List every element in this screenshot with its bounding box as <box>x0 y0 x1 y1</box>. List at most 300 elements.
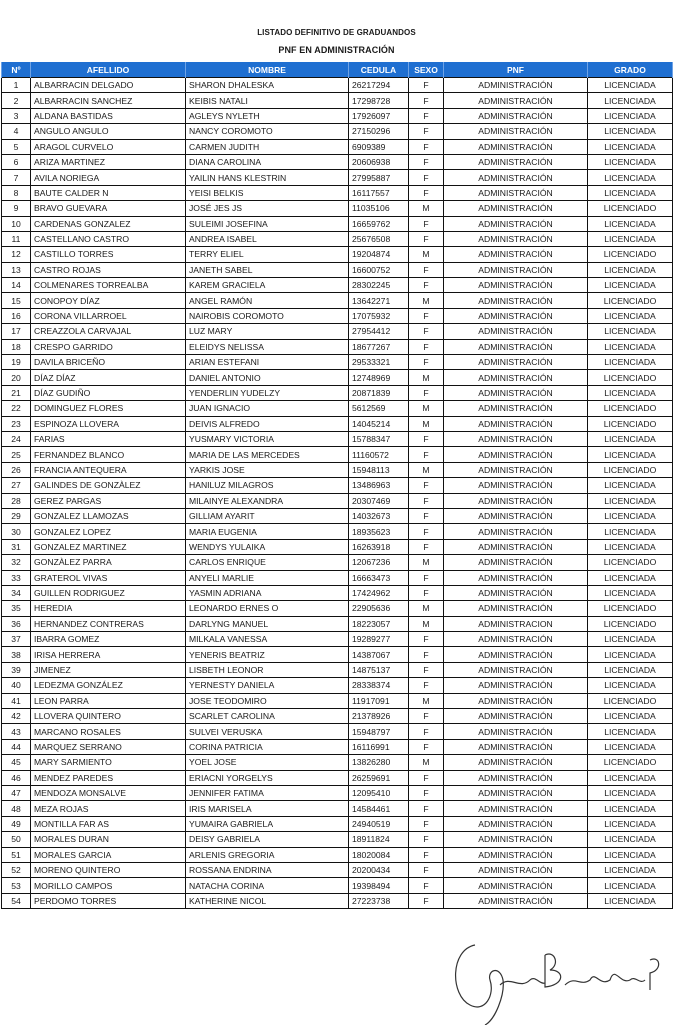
cell-number: 13 <box>2 262 31 277</box>
table-body <box>2 78 673 909</box>
cell-apellido: AVILA NORIEGA <box>31 170 186 185</box>
cell-cedula: 16116991 <box>349 739 409 754</box>
cell-sexo: F <box>409 278 444 293</box>
cell-nombre: DANIEL ANTONIO <box>186 370 349 385</box>
cell-grado: LICENCIADA <box>588 862 673 877</box>
table-row <box>2 431 673 446</box>
table-row <box>2 616 673 631</box>
cell-nombre: CARLOS ENRIQUE <box>186 555 349 570</box>
table-row <box>2 247 673 262</box>
table-row <box>2 878 673 893</box>
cell-cedula: 11917091 <box>349 693 409 708</box>
table-row <box>2 216 673 231</box>
signature <box>445 925 670 1025</box>
cell-pnf: ADMINISTRACIÓN <box>444 785 588 800</box>
cell-sexo: F <box>409 785 444 800</box>
table-row <box>2 154 673 169</box>
cell-apellido: ALBARRACIN SANCHEZ <box>31 93 186 108</box>
cell-sexo: F <box>409 801 444 816</box>
cell-grado: LICENCIADA <box>588 308 673 323</box>
table-row <box>2 724 673 739</box>
table-row <box>2 862 673 877</box>
cell-apellido: CASTILLO TORRES <box>31 247 186 262</box>
cell-pnf: ADMINISTRACIÓN <box>444 647 588 662</box>
cell-cedula: 11035106 <box>349 201 409 216</box>
cell-nombre: NANCY COROMOTO <box>186 124 349 139</box>
table-row <box>2 755 673 770</box>
cell-sexo: F <box>409 308 444 323</box>
cell-sexo: F <box>409 893 444 908</box>
cell-number: 32 <box>2 555 31 570</box>
cell-cedula: 28338374 <box>349 678 409 693</box>
cell-sexo: F <box>409 447 444 462</box>
cell-number: 4 <box>2 124 31 139</box>
cell-apellido: GUILLEN RODRIGUEZ <box>31 585 186 600</box>
cell-apellido: ARIZA MARTINEZ <box>31 154 186 169</box>
cell-apellido: MARQUEZ SERRANO <box>31 739 186 754</box>
cell-apellido: HEREDIA <box>31 601 186 616</box>
cell-apellido: GONZALEZ LOPEZ <box>31 524 186 539</box>
table-row <box>2 801 673 816</box>
cell-grado: LICENCIADA <box>588 801 673 816</box>
cell-nombre: AGLEYS NYLETH <box>186 108 349 123</box>
cell-grado: LICENCIADO <box>588 616 673 631</box>
cell-pnf: ADMINISTRACIÓN <box>444 447 588 462</box>
cell-apellido: GONZALEZ MARTINEZ <box>31 539 186 554</box>
cell-grado: LICENCIADA <box>588 678 673 693</box>
cell-grado: LICENCIADA <box>588 139 673 154</box>
cell-cedula: 26217294 <box>349 78 409 93</box>
cell-apellido: IRISA HERRERA <box>31 647 186 662</box>
cell-pnf: ADMINISTRACIÓN <box>444 385 588 400</box>
cell-cedula: 16600752 <box>349 262 409 277</box>
cell-apellido: BAUTE CALDER N <box>31 185 186 200</box>
cell-number: 26 <box>2 462 31 477</box>
table-row <box>2 770 673 785</box>
cell-apellido: LEDEZMA GONZÁLEZ <box>31 678 186 693</box>
cell-sexo: M <box>409 293 444 308</box>
cell-cedula: 20307469 <box>349 493 409 508</box>
table-row <box>2 370 673 385</box>
cell-pnf: ADMINISTRACIÓN <box>444 601 588 616</box>
cell-pnf: ADMINISTRACIÓN <box>444 585 588 600</box>
cell-apellido: CASTELLANO CASTRO <box>31 231 186 246</box>
cell-cedula: 6909389 <box>349 139 409 154</box>
cell-grado: LICENCIADA <box>588 847 673 862</box>
cell-number: 41 <box>2 693 31 708</box>
cell-sexo: F <box>409 385 444 400</box>
cell-pnf: ADMINISTRACIÓN <box>444 678 588 693</box>
cell-number: 50 <box>2 832 31 847</box>
cell-cedula: 12748969 <box>349 370 409 385</box>
cell-pnf: ADMINISTRACIÓN <box>444 416 588 431</box>
cell-grado: LICENCIADA <box>588 539 673 554</box>
cell-grado: LICENCIADA <box>588 431 673 446</box>
cell-nombre: ELEIDYS NELISSA <box>186 339 349 354</box>
cell-pnf: ADMINISTRACIÓN <box>444 878 588 893</box>
cell-apellido: CREAZZOLA CARVAJAL <box>31 324 186 339</box>
cell-pnf: ADMINISTRACIÓN <box>444 324 588 339</box>
table-row <box>2 662 673 677</box>
cell-nombre: YERNESTY DANIELA <box>186 678 349 693</box>
cell-sexo: M <box>409 555 444 570</box>
table-row <box>2 262 673 277</box>
cell-grado: LICENCIADA <box>588 216 673 231</box>
cell-number: 22 <box>2 401 31 416</box>
cell-apellido: GONZALEZ LLAMOZAS <box>31 508 186 523</box>
table-row <box>2 401 673 416</box>
header-number: Nº <box>2 62 31 78</box>
cell-number: 5 <box>2 139 31 154</box>
cell-pnf: ADMINISTRACIÓN <box>444 555 588 570</box>
cell-pnf: ADMINISTRACIÓN <box>444 216 588 231</box>
cell-grado: LICENCIADA <box>588 739 673 754</box>
cell-apellido: BRAVO GUEVARA <box>31 201 186 216</box>
cell-cedula: 18020084 <box>349 847 409 862</box>
cell-sexo: F <box>409 632 444 647</box>
cell-grado: LICENCIADO <box>588 370 673 385</box>
cell-apellido: CASTRO ROJAS <box>31 262 186 277</box>
cell-cedula: 20606938 <box>349 154 409 169</box>
cell-apellido: MENDEZ PAREDES <box>31 770 186 785</box>
cell-apellido: GRATEROL VIVAS <box>31 570 186 585</box>
cell-pnf: ADMINISTRACIÓN <box>444 201 588 216</box>
cell-cedula: 19289277 <box>349 632 409 647</box>
table-row <box>2 693 673 708</box>
table-row <box>2 632 673 647</box>
cell-cedula: 5612569 <box>349 401 409 416</box>
table-row <box>2 139 673 154</box>
cell-apellido: CONOPOY DÍAZ <box>31 293 186 308</box>
cell-grado: LICENCIADA <box>588 154 673 169</box>
cell-sexo: F <box>409 339 444 354</box>
cell-number: 39 <box>2 662 31 677</box>
cell-nombre: TERRY ELIEL <box>186 247 349 262</box>
cell-cedula: 14387067 <box>349 647 409 662</box>
cell-pnf: ADMINISTRACIÓN <box>444 124 588 139</box>
cell-sexo: F <box>409 355 444 370</box>
cell-pnf: ADMINISTRACIÓN <box>444 431 588 446</box>
cell-grado: LICENCIADA <box>588 324 673 339</box>
header-nombre: NOMBRE <box>186 62 349 78</box>
cell-number: 27 <box>2 478 31 493</box>
cell-sexo: F <box>409 647 444 662</box>
cell-number: 7 <box>2 170 31 185</box>
cell-apellido: GALINDES DE GONZÀLEZ <box>31 478 186 493</box>
cell-sexo: M <box>409 201 444 216</box>
cell-sexo: F <box>409 539 444 554</box>
cell-nombre: IRIS MARISELA <box>186 801 349 816</box>
header-cedula: CEDULA <box>349 62 409 78</box>
cell-cedula: 18223057 <box>349 616 409 631</box>
table-row <box>2 585 673 600</box>
cell-number: 6 <box>2 154 31 169</box>
table-row <box>2 555 673 570</box>
table-row <box>2 462 673 477</box>
cell-pnf: ADMINISTRACIÓN <box>444 262 588 277</box>
cell-cedula: 18911824 <box>349 832 409 847</box>
cell-number: 24 <box>2 431 31 446</box>
cell-cedula: 20200434 <box>349 862 409 877</box>
cell-number: 53 <box>2 878 31 893</box>
cell-number: 49 <box>2 816 31 831</box>
cell-cedula: 12095410 <box>349 785 409 800</box>
cell-cedula: 18935623 <box>349 524 409 539</box>
cell-grado: LICENCIADA <box>588 770 673 785</box>
cell-apellido: CRESPO GARRIDO <box>31 339 186 354</box>
cell-grado: LICENCIADA <box>588 231 673 246</box>
cell-pnf: ADMINISTRACIÓN <box>444 401 588 416</box>
cell-nombre: HANILUZ MILAGROS <box>186 478 349 493</box>
cell-pnf: ADMINISTRACIÓN <box>444 693 588 708</box>
cell-nombre: GILLIAM AYARIT <box>186 508 349 523</box>
cell-nombre: SULVEI VERUSKA <box>186 724 349 739</box>
cell-apellido: GEREZ PARGAS <box>31 493 186 508</box>
cell-apellido: ALBARRACIN DELGADO <box>31 78 186 93</box>
cell-apellido: DOMINGUEZ FLORES <box>31 401 186 416</box>
cell-number: 52 <box>2 862 31 877</box>
cell-cedula: 15948113 <box>349 462 409 477</box>
cell-sexo: F <box>409 124 444 139</box>
cell-nombre: NATACHA CORINA <box>186 878 349 893</box>
cell-apellido: MORILLO CAMPOS <box>31 878 186 893</box>
cell-pnf: ADMINISTRACIÓN <box>444 770 588 785</box>
cell-grado: LICENCIADO <box>588 755 673 770</box>
cell-apellido: DÍAZ GUDIÑO <box>31 385 186 400</box>
cell-number: 33 <box>2 570 31 585</box>
cell-cedula: 19204874 <box>349 247 409 262</box>
cell-cedula: 16659762 <box>349 216 409 231</box>
header-pnf: PNF <box>444 62 588 78</box>
cell-pnf: ADMINISTRACIÓN <box>444 93 588 108</box>
cell-cedula: 17075932 <box>349 308 409 323</box>
cell-nombre: SHARON DHALESKA <box>186 78 349 93</box>
cell-cedula: 13486963 <box>349 478 409 493</box>
cell-cedula: 18677267 <box>349 339 409 354</box>
cell-nombre: YARKIS JOSE <box>186 462 349 477</box>
cell-sexo: F <box>409 847 444 862</box>
cell-number: 12 <box>2 247 31 262</box>
cell-cedula: 25676508 <box>349 231 409 246</box>
cell-grado: LICENCIADA <box>588 493 673 508</box>
cell-cedula: 14045214 <box>349 416 409 431</box>
cell-pnf: ADMINISTRACIÓN <box>444 139 588 154</box>
cell-sexo: F <box>409 508 444 523</box>
cell-sexo: F <box>409 78 444 93</box>
cell-pnf: ADMINISTRACIÓN <box>444 662 588 677</box>
cell-pnf: ADMINISTRACION <box>444 616 588 631</box>
cell-cedula: 19398494 <box>349 878 409 893</box>
table-row <box>2 478 673 493</box>
table-row <box>2 278 673 293</box>
cell-apellido: FARIAS <box>31 431 186 446</box>
cell-number: 51 <box>2 847 31 862</box>
table-row <box>2 124 673 139</box>
cell-number: 46 <box>2 770 31 785</box>
cell-cedula: 26259691 <box>349 770 409 785</box>
cell-sexo: M <box>409 247 444 262</box>
cell-pnf: ADMINISTRACIÓN <box>444 247 588 262</box>
cell-nombre: NAIROBIS COROMOTO <box>186 308 349 323</box>
header-apellido: AFELLIDO <box>31 62 186 78</box>
cell-number: 54 <box>2 893 31 908</box>
table-row <box>2 832 673 847</box>
cell-nombre: JOSE TEODOMIRO <box>186 693 349 708</box>
cell-number: 2 <box>2 93 31 108</box>
cell-grado: LICENCIADO <box>588 462 673 477</box>
cell-apellido: LEON PARRA <box>31 693 186 708</box>
cell-grado: LICENCIADA <box>588 662 673 677</box>
cell-nombre: ANGEL RAMÓN <box>186 293 349 308</box>
header-grado: GRADO <box>588 62 673 78</box>
cell-cedula: 16263918 <box>349 539 409 554</box>
cell-pnf: ADMINISTRACIÓN <box>444 308 588 323</box>
cell-grado: LICENCIADA <box>588 632 673 647</box>
cell-sexo: F <box>409 832 444 847</box>
cell-cedula: 13826280 <box>349 755 409 770</box>
cell-sexo: M <box>409 401 444 416</box>
cell-grado: LICENCIADO <box>588 401 673 416</box>
cell-grado: LICENCIADA <box>588 185 673 200</box>
cell-grado: LICENCIADA <box>588 478 673 493</box>
cell-number: 18 <box>2 339 31 354</box>
cell-grado: LICENCIADA <box>588 355 673 370</box>
cell-sexo: F <box>409 724 444 739</box>
cell-sexo: F <box>409 185 444 200</box>
cell-grado: LICENCIADA <box>588 78 673 93</box>
cell-apellido: IBARRA GOMEZ <box>31 632 186 647</box>
cell-grado: LICENCIADA <box>588 785 673 800</box>
cell-number: 36 <box>2 616 31 631</box>
cell-number: 45 <box>2 755 31 770</box>
cell-pnf: ADMINISTRACIÓN <box>444 755 588 770</box>
cell-grado: LICENCIADA <box>588 108 673 123</box>
cell-nombre: YEISI BELKIS <box>186 185 349 200</box>
cell-nombre: JUAN IGNACIO <box>186 401 349 416</box>
cell-grado: LICENCIADA <box>588 893 673 908</box>
cell-number: 19 <box>2 355 31 370</box>
cell-nombre: CORINA PATRICIA <box>186 739 349 754</box>
table-row <box>2 108 673 123</box>
cell-number: 3 <box>2 108 31 123</box>
cell-nombre: SULEIMI JOSEFINA <box>186 216 349 231</box>
cell-nombre: ARLENIS GREGORIA <box>186 847 349 862</box>
cell-sexo: M <box>409 601 444 616</box>
cell-nombre: KATHERINE NICOL <box>186 893 349 908</box>
cell-number: 11 <box>2 231 31 246</box>
cell-number: 30 <box>2 524 31 539</box>
cell-apellido: CARDENAS GONZALEZ <box>31 216 186 231</box>
graduates-table <box>1 62 673 909</box>
cell-number: 23 <box>2 416 31 431</box>
cell-sexo: F <box>409 739 444 754</box>
table-row <box>2 493 673 508</box>
table-row <box>2 293 673 308</box>
cell-nombre: YUSMARY VICTORIA <box>186 431 349 446</box>
cell-cedula: 16663473 <box>349 570 409 585</box>
cell-apellido: FRANCIA ANTEQUERA <box>31 462 186 477</box>
cell-sexo: F <box>409 478 444 493</box>
cell-grado: LICENCIADO <box>588 693 673 708</box>
cell-sexo: F <box>409 216 444 231</box>
cell-cedula: 14875137 <box>349 662 409 677</box>
cell-grado: LICENCIADA <box>588 170 673 185</box>
table-row <box>2 385 673 400</box>
cell-number: 20 <box>2 370 31 385</box>
cell-nombre: ANYELI MARLIE <box>186 570 349 585</box>
table-row <box>2 324 673 339</box>
table-row <box>2 508 673 523</box>
cell-nombre: JANETH SABEL <box>186 262 349 277</box>
cell-number: 35 <box>2 601 31 616</box>
table-row <box>2 785 673 800</box>
cell-sexo: F <box>409 524 444 539</box>
cell-grado: LICENCIADA <box>588 647 673 662</box>
cell-apellido: JIMENEZ <box>31 662 186 677</box>
cell-nombre: YAILIN HANS KLESTRIN <box>186 170 349 185</box>
table-row <box>2 647 673 662</box>
cell-pnf: ADMINISTRACIÓN <box>444 524 588 539</box>
cell-number: 31 <box>2 539 31 554</box>
table-row <box>2 539 673 554</box>
cell-pnf: ADMINISTRACIÓN <box>444 478 588 493</box>
cell-nombre: ERIACNI YORGELYS <box>186 770 349 785</box>
cell-grado: LICENCIADA <box>588 508 673 523</box>
cell-pnf: ADMINISTRACIÓN <box>444 539 588 554</box>
cell-nombre: SCARLET CAROLINA <box>186 709 349 724</box>
cell-number: 29 <box>2 508 31 523</box>
cell-pnf: ADMINISTRACIÓN <box>444 231 588 246</box>
cell-pnf: ADMINISTRACIÓN <box>444 739 588 754</box>
cell-nombre: MILKALA VANESSA <box>186 632 349 647</box>
cell-nombre: DEIVIS ALFREDO <box>186 416 349 431</box>
cell-pnf: ADMINISTRACIÓN <box>444 278 588 293</box>
table-row <box>2 570 673 585</box>
cell-cedula: 20871839 <box>349 385 409 400</box>
cell-cedula: 27995887 <box>349 170 409 185</box>
cell-sexo: M <box>409 416 444 431</box>
cell-cedula: 29533321 <box>349 355 409 370</box>
cell-number: 43 <box>2 724 31 739</box>
cell-pnf: ADMINISTRACIÓN <box>444 570 588 585</box>
cell-grado: LICENCIADO <box>588 247 673 262</box>
cell-apellido: DAVILA BRICEÑO <box>31 355 186 370</box>
table-row <box>2 709 673 724</box>
cell-number: 17 <box>2 324 31 339</box>
cell-apellido: HERNANDEZ CONTRERAS <box>31 616 186 631</box>
cell-sexo: M <box>409 616 444 631</box>
cell-nombre: LISBETH LEONOR <box>186 662 349 677</box>
header-sexo: SEXO <box>409 62 444 78</box>
cell-cedula: 27223738 <box>349 893 409 908</box>
table-row <box>2 170 673 185</box>
cell-sexo: F <box>409 170 444 185</box>
cell-sexo: F <box>409 93 444 108</box>
cell-sexo: F <box>409 324 444 339</box>
cell-sexo: F <box>409 431 444 446</box>
cell-pnf: ADMINISTRACIÓN <box>444 816 588 831</box>
cell-sexo: F <box>409 139 444 154</box>
table-row <box>2 678 673 693</box>
cell-grado: LICENCIADA <box>588 585 673 600</box>
cell-nombre: KAREM GRACIELA <box>186 278 349 293</box>
cell-pnf: ADMINISTRACIÓN <box>444 185 588 200</box>
cell-sexo: F <box>409 585 444 600</box>
table-row <box>2 601 673 616</box>
cell-number: 21 <box>2 385 31 400</box>
cell-pnf: ADMINISTRACIÓN <box>444 862 588 877</box>
table-row <box>2 185 673 200</box>
